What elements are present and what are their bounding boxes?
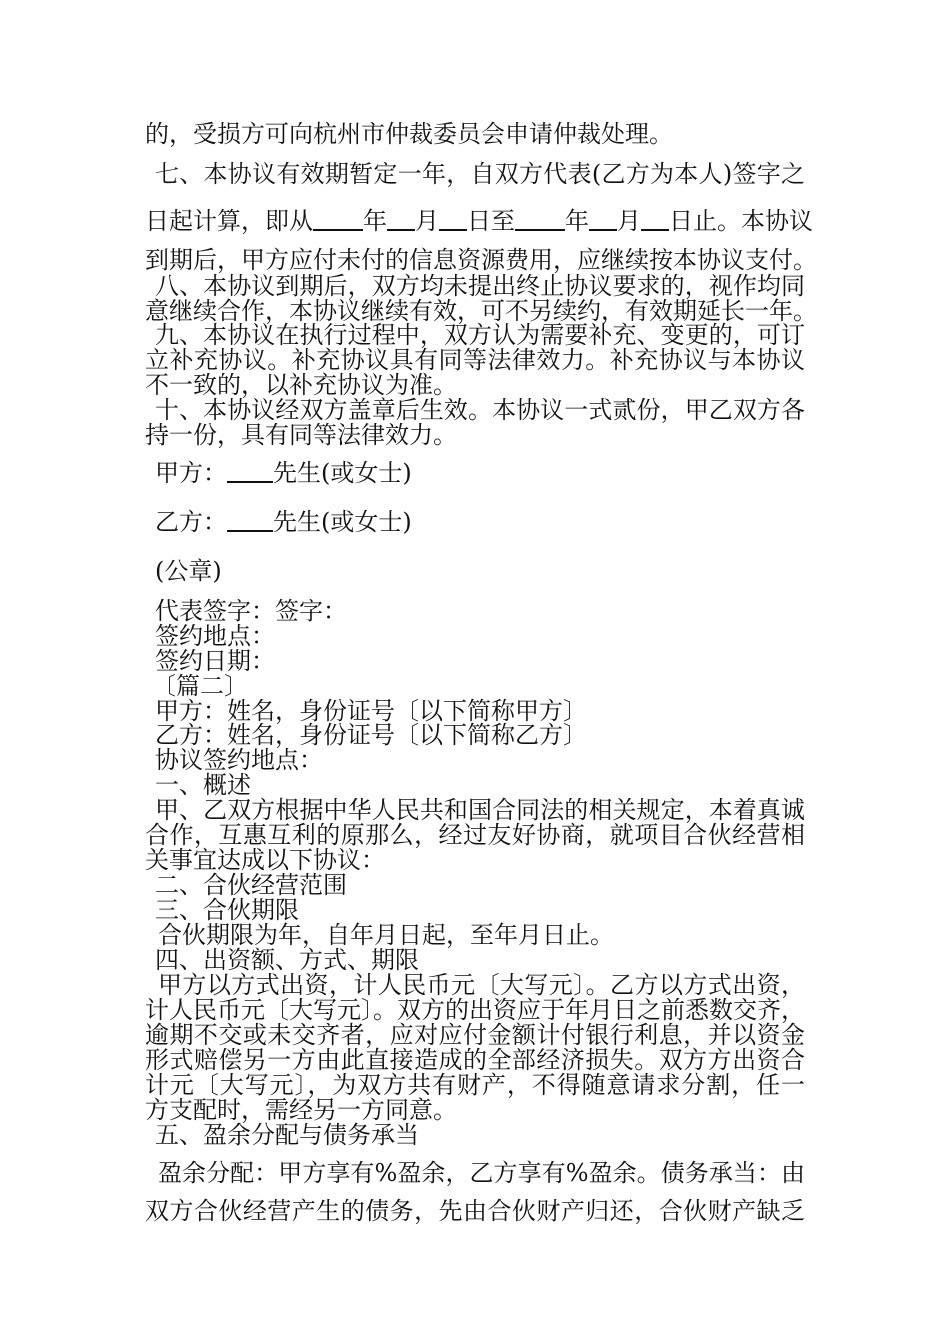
text-line: 形式赔偿另一方由此直接造成的全部经济损失。双方方出资合 bbox=[145, 1046, 805, 1074]
text-line: 到期后，甲方应付未付的信息资源费用，应继续按本协议支付。 bbox=[145, 246, 817, 274]
text-line: 意继续合作，本协议继续有效，可不另续约，有效期延长一年。 bbox=[145, 297, 817, 325]
party-b-name-blank[interactable] bbox=[227, 510, 273, 532]
month-blank[interactable] bbox=[387, 209, 415, 231]
text-line: 乙方：姓名，身份证号〔以下简称乙方〕 bbox=[155, 721, 587, 749]
text-line: 持一份，具有同等法律效力。 bbox=[145, 421, 457, 449]
section-heading: 〔篇二〕 bbox=[152, 672, 248, 700]
year-blank[interactable] bbox=[515, 209, 565, 231]
representative-signature-label: 代表签字：签字： bbox=[155, 597, 347, 625]
day-blank[interactable] bbox=[641, 209, 669, 231]
section-heading: 五、盈余分配与债务承当 bbox=[155, 1121, 419, 1149]
text-line: 七、本协议有效期暂定一年，自双方代表(乙方为本人)签字之 bbox=[155, 160, 805, 188]
signing-place-label: 签约地点： bbox=[155, 622, 275, 650]
text-line: 十、本协议经双方盖章后生效。本协议一式贰份，甲乙双方各 bbox=[155, 396, 805, 424]
text-line: 计人民币元〔大写元〕。双方的出资应于年月日之前悉数交齐， bbox=[145, 996, 805, 1024]
text-line: 方支配时，需经另一方同意。 bbox=[145, 1096, 457, 1124]
text-line: 的，受损方可向杭州市仲裁委员会申请仲裁处理。 bbox=[145, 120, 673, 148]
section-heading: 三、合伙期限 bbox=[155, 896, 299, 924]
text-line: 盈余分配：甲方享有%盈余，乙方享有%盈余。债务承当：由 bbox=[158, 1159, 805, 1187]
text-line: 八、本协议到期后，双方均未提出终止协议要求的，视作均同 bbox=[155, 272, 805, 300]
section-heading: 一、概述 bbox=[155, 771, 251, 799]
year-blank[interactable] bbox=[313, 209, 363, 231]
text-line: 甲、乙双方根据中华人民共和国合同法的相关规定，本着真诚 bbox=[155, 796, 805, 824]
text-line: 九、本协议在执行过程中，双方认为需要补充、变更的，可订 bbox=[155, 321, 805, 349]
text-line: 计元〔大写元〕，为双方共有财产，不得随意请求分割，任一 bbox=[145, 1071, 805, 1099]
text-line: 逾期不交或未交齐者，应对应付金额计付银行利息，并以资金 bbox=[145, 1021, 805, 1049]
text-line-date-blanks: 日起计算，即从 年 月 日至 年 月 日止。本协议 bbox=[145, 207, 813, 235]
signing-date-label: 签约日期： bbox=[155, 647, 275, 675]
text-line: 甲方以方式出资，计人民币元〔大写元〕。乙方以方式出资， bbox=[158, 971, 805, 999]
section-heading: 四、出资额、方式、期限 bbox=[155, 946, 419, 974]
text-line: 甲方：姓名，身份证号〔以下简称甲方〕 bbox=[155, 697, 587, 725]
text-line: 不一致的，以补充协议为准。 bbox=[145, 371, 457, 399]
text-line: 合伙期限为年，自年月日起，至年月日止。 bbox=[158, 921, 614, 949]
day-blank[interactable] bbox=[439, 209, 467, 231]
party-a-name-blank[interactable] bbox=[227, 461, 273, 483]
text-line: 协议签约地点： bbox=[155, 746, 323, 774]
text-line: 双方合伙经营产生的债务，先由合伙财产归还，合伙财产缺乏 bbox=[145, 1197, 805, 1225]
party-b-signature-line: 乙方： 先生(或女士) bbox=[155, 508, 412, 536]
text-line: 立补充协议。补充协议具有同等法律效力。补充协议与本协议 bbox=[145, 346, 805, 374]
text-line: 关事宜达成以下协议： bbox=[145, 846, 385, 874]
party-a-signature-line: 甲方： 先生(或女士) bbox=[155, 459, 412, 487]
section-heading: 二、合伙经营范围 bbox=[155, 871, 347, 899]
seal-label: (公章) bbox=[155, 557, 222, 585]
month-blank[interactable] bbox=[589, 209, 617, 231]
text-line: 合作，互惠互利的原那么，经过友好协商，就项目合伙经营相 bbox=[145, 821, 805, 849]
